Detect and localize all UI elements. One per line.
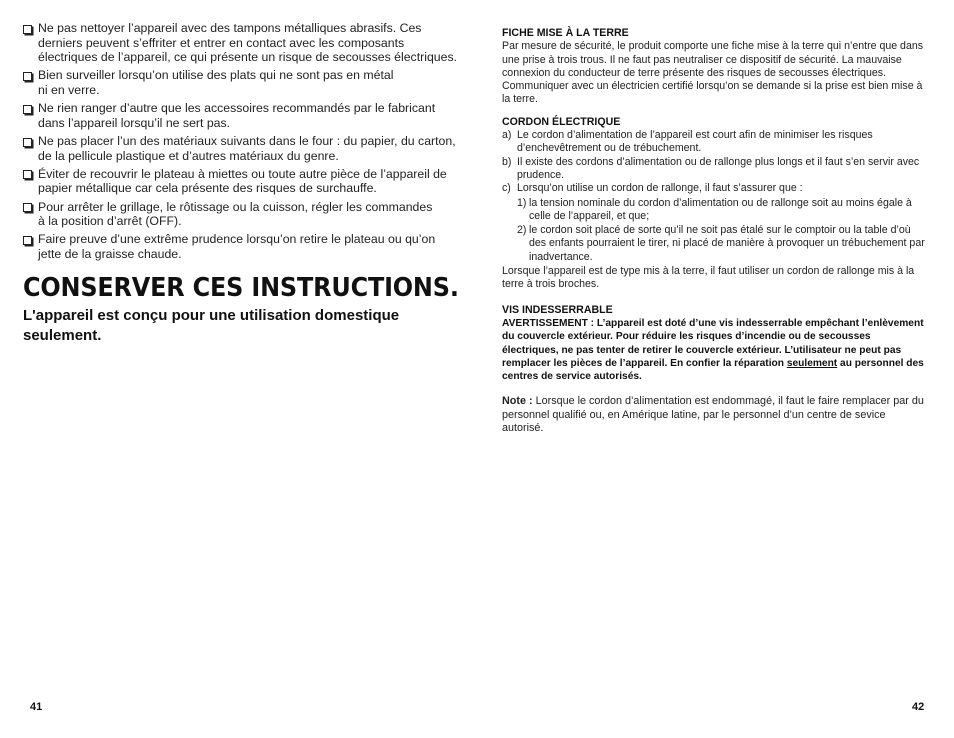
list-item-text: Lorsqu’on utilise un cordon de rallonge, il faut s’assurer que : [517,182,803,195]
list-item [23,232,461,261]
list-item-text: Pour arrêter le grillage, le rôtissage ou la cuisson, régler les commandes à la position d’arrêt (OFF). [38,199,433,229]
list-item-label: c) [502,182,511,195]
sub-list-item [502,197,928,224]
list-item [502,182,928,195]
note-label: Note : [502,395,533,408]
section-text: Lorsque l’appareil est de type mis à la terre, il faut utiliser un cordon de rallonge mis à la terre à trois broches. [502,265,915,291]
checkbox-bullet-icon [23,138,32,147]
checkbox-bullet-icon [23,25,32,34]
list-item-label: 2) [517,224,527,237]
section-title: FICHE MISE À LA TERRE [502,27,629,39]
grounding-section [502,27,928,107]
list-item [502,156,928,183]
page-number-right: 42 [912,701,925,713]
list-item-text: Il existe des cordons d’alimentation ou de rallonge plus longs et il faut s’en servir avec prudence. [517,155,920,181]
section-title: CORDON ÉLECTRIQUE [502,115,621,128]
list-item [23,167,461,196]
warning-emphasis: seulement [786,357,838,369]
list-item-text: Ne rien ranger d’autre que les accessoires recommandés par le fabricant dans l’appareil lorsqu’il ne sert pas. [38,101,436,130]
list-item [502,129,928,156]
list-item-text: le cordon soit placé de sorte qu’il ne soit pas étalé sur le comptoir ou la table d’où des enfants pourraient le tirer, ni placé de manière à provoquer un trébuchement par inadvertance. [529,224,925,263]
page-subheading: L'appareil est conçu pour une utilisation domestique seulement. [23,307,400,345]
list-item [23,101,461,130]
sub-list-item [502,224,928,264]
list-item [23,68,461,97]
warning-text-main: AVERTISSEMENT : L’appareil est doté d’une vis indesserrable empêchant l’enlèvement du couvercle extérieur. Pour réduire les risques d’incendie ou de secousses électriques, ne pas tenter de retirer le couvercle extérieur. L’utilisateur ne peut pas remplacer les pièces de l’appareil. En confier la réparation [502,317,924,369]
page-heading: CONSERVER CES INSTRUCTIONS. [23,273,459,304]
list-item-text: Faire preuve d’une extrême prudence lorsqu’on retire le plateau ou qu’on jette de la graisse chaude. [38,232,436,261]
warning-text-end: au personnel des centres de service autorisés. [502,357,924,383]
list-item-label: b) [502,155,512,168]
list-item [23,134,461,163]
warning-text [502,317,928,383]
checkbox-bullet-icon [23,203,32,212]
right-page-content [502,27,928,435]
page-number-left: 41 [30,701,43,713]
checkbox-bullet-icon [23,72,32,81]
section-title: VIS INDESSERRABLE [502,303,613,316]
list-item [23,21,461,65]
list-item-text: Le cordon d’alimentation de l’appareil est court afin de minimiser les risques d’enchevêtrement ou de trébuchement. [517,129,873,155]
note-text: Lorsque le cordon d’alimentation est endommagé, il faut le faire remplacer par du personnel qualifié ou, en Amérique latine, par le personnel d’un centre de sevice autorisé. [502,395,924,435]
section-text: Par mesure de sécurité, le produit comporte une fiche mise à la terre qui n’entre que dans une prise à trois trous. Il ne faut pas neutraliser ce dispositif de sécurité. La mauvaise connexion du conducteur de terre présente des risques de secousses électriques. Communiquer avec un électricien certifié lorsqu’on se demande si la prise est bien mise à la terre. [502,40,924,106]
checkbox-bullet-icon [23,236,32,245]
list-item-text: Ne pas nettoyer l’appareil avec des tampons métalliques abrasifs. Ces derniers peuvent s’effriter et entrer en contact avec les composants électriques de l’appareil, ce qui présente un risque de secousses électriques. [38,21,458,65]
note-paragraph [502,395,928,435]
list-item-label: 1) [517,196,527,209]
cord-section [502,116,928,292]
left-page-content [23,21,461,346]
checkbox-bullet-icon [23,105,32,114]
list-item-text: Éviter de recouvrir le plateau à miettes ou toute autre pièce de l’appareil de papier métallique car cela présente des risques de surchauffe. [38,166,447,196]
list-item-label: a) [502,129,512,142]
checkbox-bullet-icon [23,170,32,179]
list-item [23,200,461,229]
screw-section [502,304,928,384]
list-item-text: Ne pas placer l’un des matériaux suivants dans le four : du papier, du carton, de la pellicule plastique et d’autres matériaux du genre. [38,133,456,163]
list-item-text: Bien surveiller lorsqu’on utilise des plats qui ne sont pas en métal ni en verre. [38,68,394,97]
list-item-text: la tension nominale du cordon d’alimentation ou de rallonge soit au moins égale à celle de l’appareil, et que; [529,196,912,222]
